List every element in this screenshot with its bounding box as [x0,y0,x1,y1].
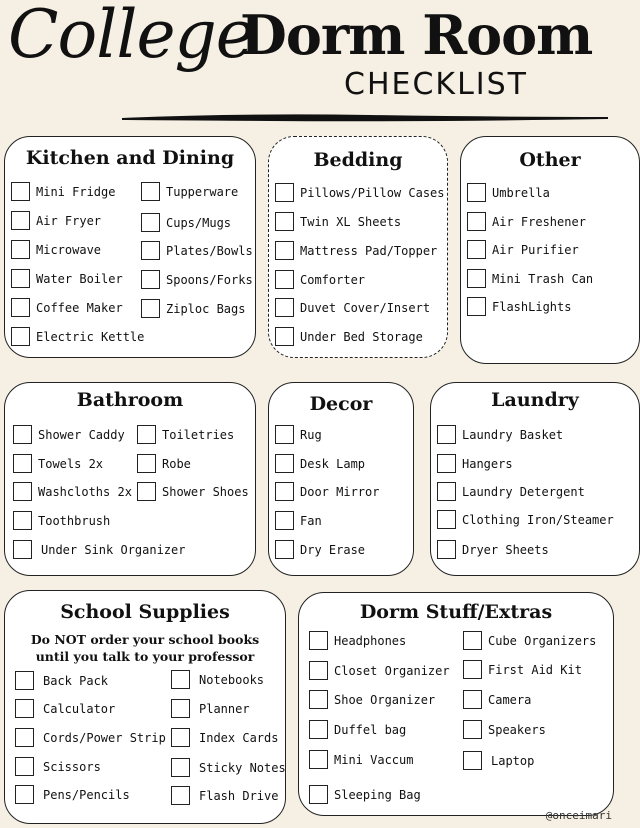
checklist-item[interactable]: Back Pack [15,671,108,690]
checkbox[interactable] [467,240,486,259]
checklist-item[interactable]: Sleeping Bag [309,785,421,804]
checklist-item[interactable]: FlashLights [467,297,571,316]
checkbox[interactable] [13,482,32,501]
checklist-item[interactable]: Water Boiler [11,269,123,288]
checkbox[interactable] [171,786,190,805]
checkbox[interactable] [275,212,294,231]
checkbox[interactable] [463,631,482,650]
checklist-item[interactable]: Dryer Sheets [437,540,549,559]
checklist-item[interactable]: Umbrella [467,183,550,202]
checkbox[interactable] [141,182,160,201]
checkbox[interactable] [437,540,456,559]
checkbox[interactable] [15,785,34,804]
checkbox[interactable] [141,241,160,260]
checklist-item[interactable]: Air Fryer [11,211,101,230]
checklist-item[interactable]: Tupperware [141,182,238,201]
checklist-item[interactable]: Towels 2x [13,454,103,473]
checklist-item[interactable]: Closet Organizer [309,661,450,680]
section-title-bedding: Bedding [313,149,403,171]
checklist-item[interactable]: Toothbrush [13,511,110,530]
checklist-item[interactable]: Cups/Mugs [141,213,231,232]
checklist-item[interactable]: Spoons/Forks [141,270,253,289]
checklist-item[interactable]: Shower Caddy [13,425,125,444]
checkbox[interactable] [11,182,30,201]
checklist-item[interactable]: Twin XL Sheets [275,212,401,231]
checklist-item[interactable]: Microwave [11,240,101,259]
checkbox[interactable] [11,240,30,259]
checkbox[interactable] [171,670,190,689]
section-school-supplies [4,590,286,824]
checklist-item[interactable]: Door Mirror [275,482,379,501]
checkbox[interactable] [275,298,294,317]
checklist-item[interactable]: Calculator [15,699,115,718]
checklist-item[interactable]: Comforter [275,270,365,289]
checklist-item[interactable]: Notebooks [171,670,264,689]
checklist-item[interactable]: Camera [463,690,531,709]
checklist-item[interactable]: Mattress Pad/Topper [275,241,437,260]
checklist-item[interactable]: Laundry Detergent [437,482,585,501]
checklist-item[interactable]: Mini Trash Can [467,269,593,288]
section-title-dorm: Dorm Stuff/Extras [359,601,553,623]
checklist-item[interactable]: Laptop [463,751,534,770]
checkbox[interactable] [137,425,156,444]
subtitle: CHECKLIST [344,67,529,102]
checklist-item[interactable]: Desk Lamp [275,454,365,473]
checkbox[interactable] [15,699,34,718]
checklist-item[interactable]: Coffee Maker [11,298,123,317]
checkbox[interactable] [467,183,486,202]
checklist-item[interactable]: Mini Vaccum [309,750,413,769]
checklist-item[interactable]: Washcloths 2x [13,482,132,501]
checklist-item[interactable]: Sticky Notes [171,758,286,777]
checkbox[interactable] [13,540,32,559]
checkbox[interactable] [309,661,328,680]
checklist-item[interactable]: Hangers [437,454,513,473]
checkbox[interactable] [275,482,294,501]
checklist-item[interactable]: Mini Fridge [11,182,115,201]
checklist-item[interactable]: Plates/Bowls [141,241,253,260]
checklist-item[interactable]: Headphones [309,631,406,650]
checklist-item[interactable]: Shower Shoes [137,482,249,501]
section-title-laundry: Laundry [491,389,579,411]
checkbox[interactable] [463,690,482,709]
section-title-bathroom: Bathroom [76,389,184,411]
section-laundry [430,382,640,576]
checklist-item[interactable]: Laundry Basket [437,425,563,444]
section-title-kitchen: Kitchen and Dining [25,147,235,169]
checkbox[interactable] [15,728,34,747]
checkbox[interactable] [137,482,156,501]
checklist-item[interactable]: Toiletries [137,425,234,444]
checkbox[interactable] [467,212,486,231]
checklist-item[interactable]: Under Sink Organizer [13,540,186,559]
school-note-line2: until you talk to your professor [35,649,255,664]
checklist-item[interactable]: Air Freshener [467,212,586,231]
checkbox[interactable] [275,540,294,559]
checkbox[interactable] [463,660,482,679]
checkbox[interactable] [13,511,32,530]
school-note [5,631,285,665]
section-title-school: School Supplies [60,601,230,623]
checklist-item[interactable]: Cube Organizers [463,631,596,650]
checklist-item[interactable]: Dry Erase [275,540,365,559]
checkbox[interactable] [309,750,328,769]
checkbox[interactable] [137,454,156,473]
checkbox[interactable] [15,757,34,776]
checkbox[interactable] [275,454,294,473]
checkbox[interactable] [13,454,32,473]
checklist-item[interactable]: Fan [275,511,322,530]
checkbox[interactable] [11,327,30,346]
checklist-item[interactable]: Flash Drive [171,786,278,805]
checkbox[interactable] [275,511,294,530]
section-title-other: Other [519,149,581,171]
checklist-item[interactable]: Duffel bag [309,720,406,739]
checklist-item[interactable]: Duvet Cover/Insert [275,298,430,317]
section-bathroom [4,382,256,576]
checkbox[interactable] [141,270,160,289]
checklist-item[interactable]: Planner [171,699,250,718]
checkbox[interactable] [467,269,486,288]
checklist-item[interactable]: Cords/Power Strip [15,728,166,747]
checkbox[interactable] [171,699,190,718]
checklist-item[interactable]: Robe [137,454,191,473]
checkbox[interactable] [463,720,482,739]
checkbox[interactable] [11,269,30,288]
section-kitchen [4,136,256,358]
checkbox[interactable] [437,425,456,444]
brush-stroke-divider [120,111,610,123]
checkbox[interactable] [309,785,328,804]
checklist-item[interactable]: Rug [275,425,322,444]
checklist-item[interactable]: Pens/Pencils [15,785,130,804]
section-decor [268,382,414,576]
checkbox[interactable] [467,297,486,316]
checklist-item[interactable]: Scissors [15,757,101,776]
main-title: Dorm Room [240,3,593,67]
checkbox[interactable] [11,211,30,230]
checklist-item[interactable]: Air Purifier [467,240,579,259]
checklist-item[interactable]: Clothing Iron/Steamer [437,510,614,529]
checkbox[interactable] [463,751,482,770]
section-dorm-extras [298,592,614,816]
checkbox[interactable] [309,720,328,739]
checklist-item[interactable]: Ziploc Bags [141,299,245,318]
checkbox[interactable] [141,213,160,232]
checkbox[interactable] [309,690,328,709]
school-note-line1: Do NOT order your school books [30,632,260,647]
checkbox[interactable] [437,482,456,501]
section-bedding [268,136,448,358]
checkbox[interactable] [15,671,34,690]
checklist-item[interactable]: Pillows/Pillow Cases [275,183,445,202]
checkbox[interactable] [437,510,456,529]
checkbox[interactable] [275,241,294,260]
section-other [460,136,640,364]
checkbox[interactable] [275,270,294,289]
checkbox[interactable] [437,454,456,473]
checkbox[interactable] [275,327,294,346]
checkbox[interactable] [13,425,32,444]
script-title: College [8,0,254,73]
checklist-item[interactable]: Shoe Organizer [309,690,435,709]
checklist-item[interactable]: Electric Kettle [11,327,144,346]
checklist-item[interactable]: Under Bed Storage [275,327,423,346]
creator-handle: @onceimari [545,809,612,822]
checkbox[interactable] [141,299,160,318]
checklist-item[interactable]: First Aid Kit [463,660,582,679]
checkbox[interactable] [275,183,294,202]
checkbox[interactable] [171,728,190,747]
checkbox[interactable] [11,298,30,317]
checklist-item[interactable]: Speakers [463,720,546,739]
checkbox[interactable] [309,631,328,650]
checklist-item[interactable]: Index Cards [171,728,278,747]
checkbox[interactable] [275,425,294,444]
checkbox[interactable] [171,758,190,777]
section-title-decor: Decor [309,393,373,415]
